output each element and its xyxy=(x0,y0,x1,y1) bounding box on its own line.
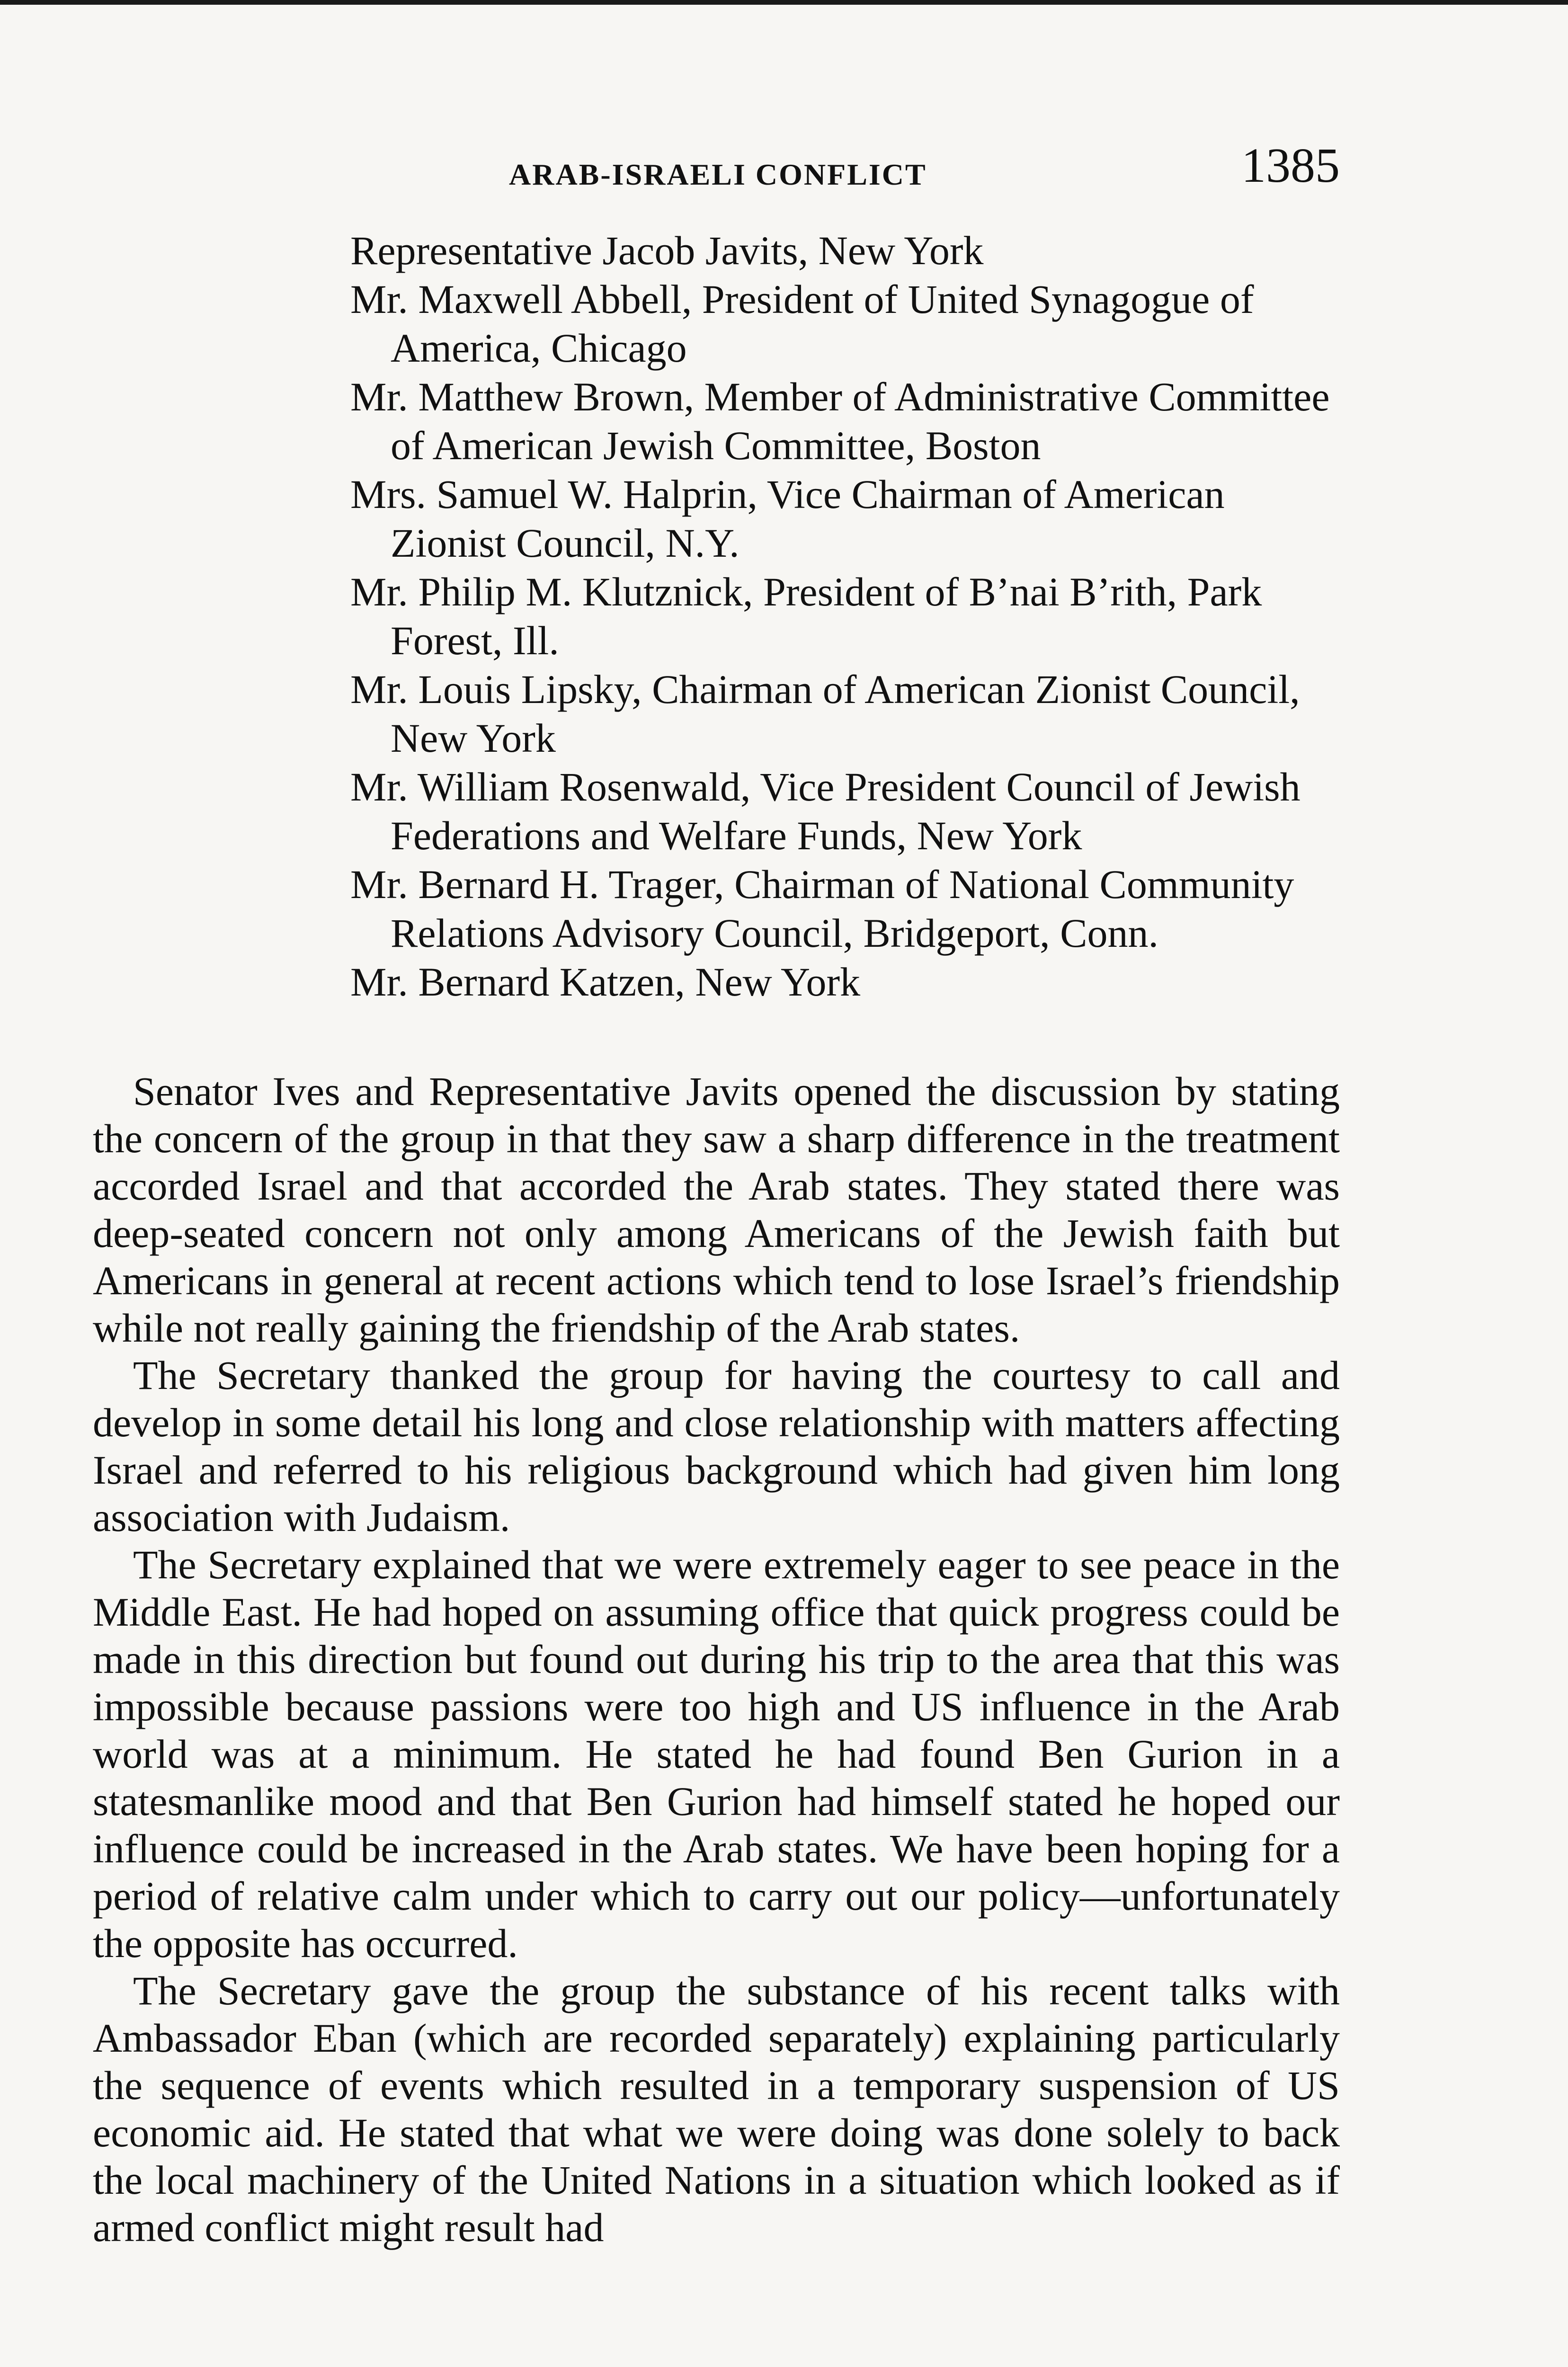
paragraph: Senator Ives and Representative Javits opened the discussion by stating the concern of the group in that they saw a sharp difference in the treatment accorded Israel and that accorded the Arab states. They stated there was deep-seated concern not only among Americans of the Jewish faith but Americans in general at recent actions which tend to lose Israel’s friendship while not really gaining the friendship of the Arab states. xyxy=(93,1068,1340,1351)
attendee-item: Mr. Bernard H. Trager, Chairman of National Community Relations Advisory Council, Bridgeport, Conn. xyxy=(350,862,1294,956)
page-header xyxy=(95,128,1340,204)
attendee-item: Mr. Bernard Katzen, New York xyxy=(350,959,861,1005)
paragraph: The Secretary gave the group the substance of his recent talks with Ambassador Eban (which are recorded separately) explaining particularly the sequence of events which resulted in a temporary suspension of US economic aid. He stated that what we were doing was done solely to back the local machinery of the United Nations in a situation which looked as if armed conflict might result had xyxy=(93,1968,1340,2250)
attendee-item: Mr. Philip M. Klutznick, President of B’nai B’rith, Park Forest, Ill. xyxy=(350,569,1262,663)
attendee-item: Representative Jacob Javits, New York xyxy=(350,228,984,273)
attendee-list xyxy=(350,226,1345,1006)
paragraph: The Secretary explained that we were extremely eager to see peace in the Middle East. He had hoped on assuming office that quick progress could be made in this direction but found out during his trip to the area that this was impossible because passions were too high and US influence in the Arab world was at a minimum. He stated he had found Ben Gurion in a statesmanlike mood and that Ben Gurion had himself stated he hoped our influence could be increased in the Arab states. We have been hoping for a period of relative calm under which to carry out our policy—unfortunately the opposite has occurred. xyxy=(93,1542,1340,1966)
attendee-item: Mrs. Samuel W. Halprin, Vice Chairman of American Zionist Council, N.Y. xyxy=(350,472,1225,566)
paragraph: The Secretary thanked the group for having the courtesy to call and develop in some detail his long and close relationship with matters affecting Israel and referred to his religious background which had given him long association with Judaism. xyxy=(93,1353,1340,1540)
page-number: 1385 xyxy=(1241,138,1340,193)
attendee-item: Mr. Maxwell Abbell, President of United Synagogue of America, Chicago xyxy=(350,276,1254,371)
attendee-item: Mr. Louis Lipsky, Chairman of American Zionist Council, New York xyxy=(350,667,1300,761)
attendee-item: Mr. Matthew Brown, Member of Administrative Committee of American Jewish Committee, Boston xyxy=(350,374,1330,468)
attendee-item: Mr. William Rosenwald, Vice President Council of Jewish Federations and Welfare Funds, New York xyxy=(350,764,1301,858)
body-text xyxy=(93,1068,1340,2251)
running-head: ARAB-ISRAELI CONFLICT xyxy=(509,158,927,191)
